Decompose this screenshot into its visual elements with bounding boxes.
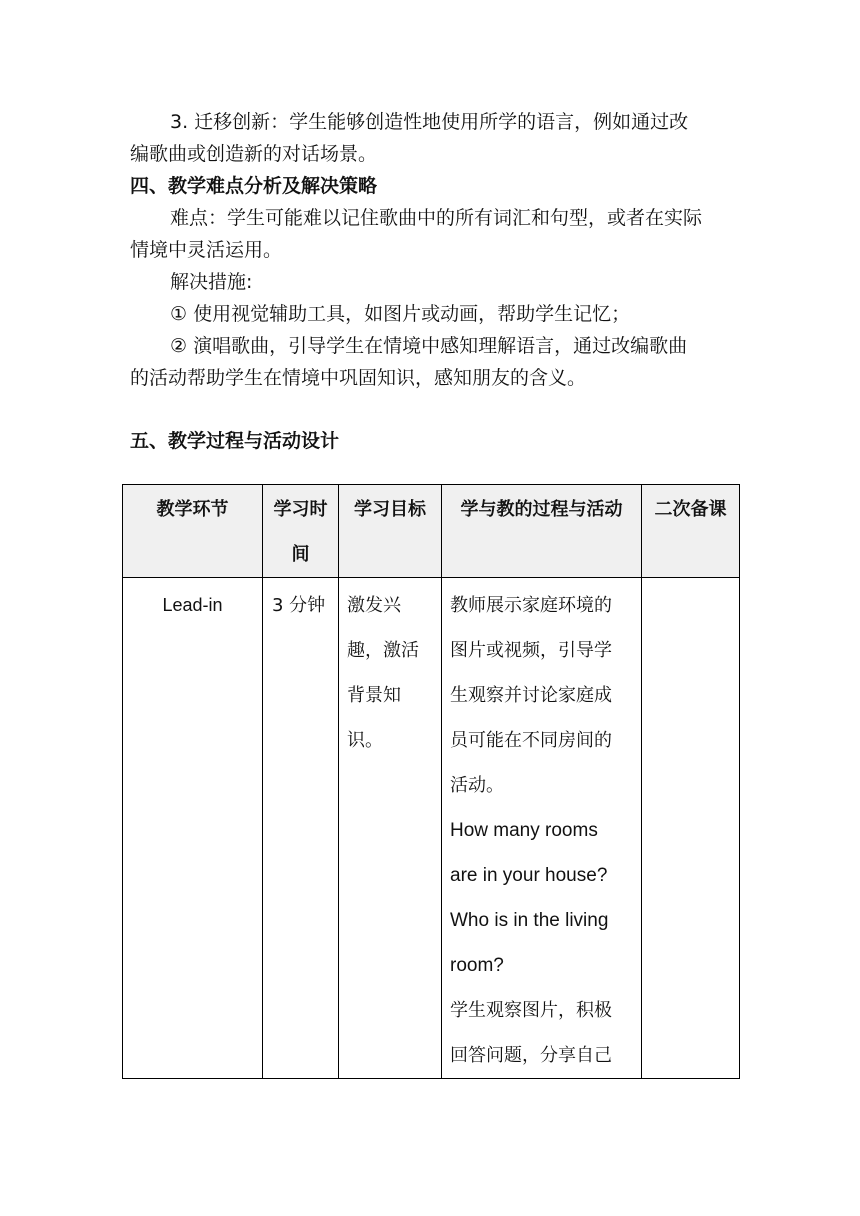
process-line: 活动。 — [450, 775, 504, 796]
question-line: room? — [450, 955, 504, 976]
question-line: Who is in the living — [450, 910, 609, 931]
response-line: 学生观察图片，积极 — [450, 1000, 612, 1021]
header-process: 学与教的过程与活动 — [442, 485, 642, 578]
goal-line: 背景知 — [347, 685, 401, 706]
difficulty-line-1: 难点：学生可能难以记住歌曲中的所有词汇和句型，或者在实际 — [170, 207, 703, 229]
question-line: are in your house? — [450, 865, 608, 886]
measure-2-line-2: 的活动帮助学生在情境中巩固知识，感知朋友的含义。 — [130, 367, 587, 389]
goal-line: 识。 — [347, 730, 383, 751]
section-heading-difficulties: 四、教学难点分析及解决策略 — [130, 175, 378, 197]
cell-goal — [339, 578, 442, 1079]
process-line: 员可能在不同房间的 — [450, 730, 612, 751]
question-line: How many rooms — [450, 820, 598, 841]
header-time-line-1: 学习时 — [273, 499, 328, 520]
difficulty-line-2: 情境中灵活运用。 — [130, 239, 283, 261]
lesson-plan-table — [122, 484, 740, 1079]
header-time-line-2: 间 — [291, 544, 310, 565]
transfer-paragraph-line-2: 编歌曲或创造新的对话场景。 — [130, 143, 378, 165]
header-time — [263, 485, 339, 578]
process-line: 图片或视频，引导学 — [450, 640, 612, 661]
measure-1: ① 使用视觉辅助工具，如图片或动画，帮助学生记忆； — [170, 303, 631, 325]
header-goal: 学习目标 — [339, 485, 442, 578]
measures-label: 解决措施: — [170, 271, 253, 293]
table-header-row — [123, 485, 740, 578]
cell-process — [442, 578, 642, 1079]
process-line: 生观察并讨论家庭成 — [450, 685, 612, 706]
response-line: 回答问题，分享自己 — [450, 1045, 612, 1066]
header-stage: 教学环节 — [123, 485, 263, 578]
goal-line: 激发兴 — [347, 595, 401, 616]
cell-time: 3 分钟 — [263, 578, 339, 1079]
measure-2-line-1: ② 演唱歌曲，引导学生在情境中感知理解语言，通过改编歌曲 — [170, 335, 688, 357]
header-notes: 二次备课 — [642, 485, 740, 578]
cell-stage: Lead-in — [123, 578, 263, 1079]
transfer-paragraph-line-1: 3. 迁移创新：学生能够创造性地使用所学的语言，例如通过改 — [170, 111, 689, 133]
process-line: 教师展示家庭环境的 — [450, 595, 612, 616]
cell-notes — [642, 578, 740, 1079]
goal-line: 趣，激活 — [347, 640, 419, 661]
section-heading-process: 五、教学过程与活动设计 — [130, 430, 340, 452]
table-row — [123, 578, 740, 1079]
